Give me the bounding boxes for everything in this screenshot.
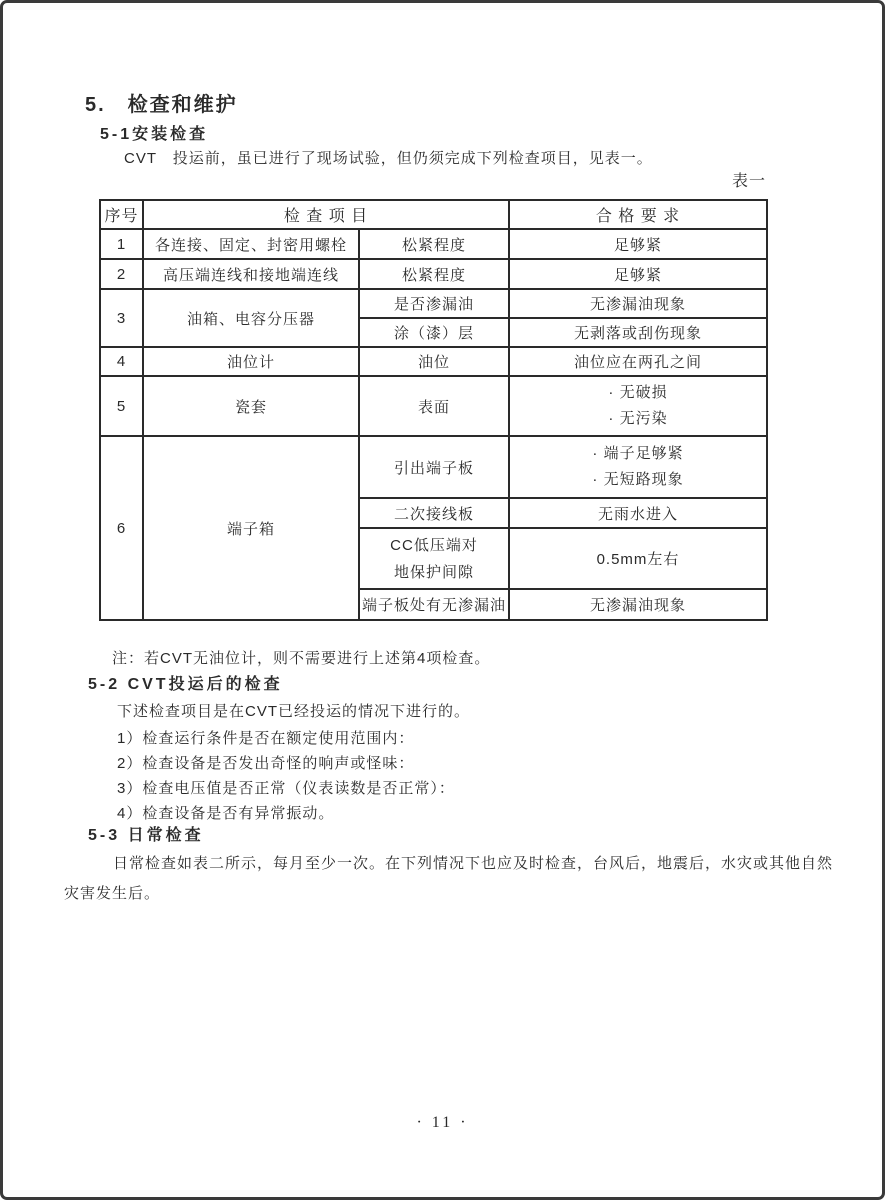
cell-requirement: 油位应在两孔之间 [509,347,767,376]
cell-no: 6 [100,436,143,620]
requirement-line: · 无污染 [608,410,668,427]
paragraph-5-2: 下述检查项目是在CVT已经投运的情况下进行的。 [117,703,471,720]
inspection-table [99,199,768,621]
header-requirement: 合 格 要 求 [509,200,767,229]
subitem-line: 地保护间隙 [393,563,474,581]
cell-subitem [359,528,509,589]
cell-requirement [509,376,767,436]
checklist-item: 2）检查设备是否发出奇怪的响声或怪味： [117,755,415,772]
section-heading-5: 5. 检查和维护 [85,94,238,116]
cell-requirement: 0.5mm左右 [509,528,767,589]
cell-subitem: 涂（漆）层 [359,318,509,347]
cell-requirement: 无渗漏油现象 [509,289,767,318]
table-row [100,376,767,436]
cell-no: 1 [100,229,143,259]
checklist-item: 1）检查运行条件是否在额定使用范围内： [117,730,415,747]
subsection-title-5-1: 5-1安装检查 [100,126,209,143]
cell-subitem: 是否渗漏油 [359,289,509,318]
subsection-title-5-3: 5-3 日常检查 [88,827,204,844]
cell-item: 瓷套 [143,376,359,436]
cell-requirement: 无渗漏油现象 [509,589,767,620]
paragraph-5-3: 日常检查如表二所示，每月至少一次。在下列情况下也应及时检查，台风后，地震后，水灾或其他自然灾害发生后。 [64,855,834,902]
checklist-5-2 [117,726,455,826]
cell-item: 油箱、电容分压器 [143,289,359,347]
paragraph-5-1: CVT 投运前，虽已进行了现场试验，但仍须完成下列检查项目，见表一。 [124,150,653,167]
cell-no: 3 [100,289,143,347]
cell-requirement: 足够紧 [509,229,767,259]
requirement-line: · 无短路现象 [592,471,684,488]
cell-subitem: 表面 [359,376,509,436]
subitem-line: CC低压端对 [390,536,478,554]
header-item: 检 查 项 目 [143,200,509,229]
table-note: 注：若CVT无油位计，则不需要进行上述第4项检查。 [112,650,491,667]
checklist-item: 4）检查设备是否有异常振动。 [117,805,335,822]
cell-requirement: 足够紧 [509,259,767,289]
cell-no: 2 [100,259,143,289]
cell-requirement: 无雨水进入 [509,498,767,528]
requirement-line: · 无破损 [608,384,668,401]
cell-subitem: 松紧程度 [359,229,509,259]
cell-subitem: 端子板处有无渗漏油 [359,589,509,620]
requirement-line: · 端子足够紧 [592,445,684,462]
cell-item: 端子箱 [143,436,359,620]
table-caption: 表一 [731,173,766,190]
table-row [100,289,767,318]
table-row [100,347,767,376]
cell-subitem: 松紧程度 [359,259,509,289]
cell-requirement [509,436,767,498]
cell-no: 4 [100,347,143,376]
subsection-title-5-2: 5-2 CVT投运后的检查 [88,676,283,693]
table-row [100,259,767,289]
table-row [100,229,767,259]
cell-subitem: 油位 [359,347,509,376]
cell-subitem: 引出端子板 [359,436,509,498]
cell-requirement: 无剥落或刮伤现象 [509,318,767,347]
cell-item: 各连接、固定、封密用螺栓 [143,229,359,259]
header-no: 序号 [100,200,143,229]
cell-subitem: 二次接线板 [359,498,509,528]
cell-item: 油位计 [143,347,359,376]
cell-item: 高压端连线和接地端连线 [143,259,359,289]
cell-no: 5 [100,376,143,436]
table-row [100,436,767,498]
page-number: · 11 · [416,1114,469,1131]
checklist-item: 3）检查电压值是否正常（仪表读数是否正常）： [117,780,455,797]
table-header-row [100,200,767,229]
